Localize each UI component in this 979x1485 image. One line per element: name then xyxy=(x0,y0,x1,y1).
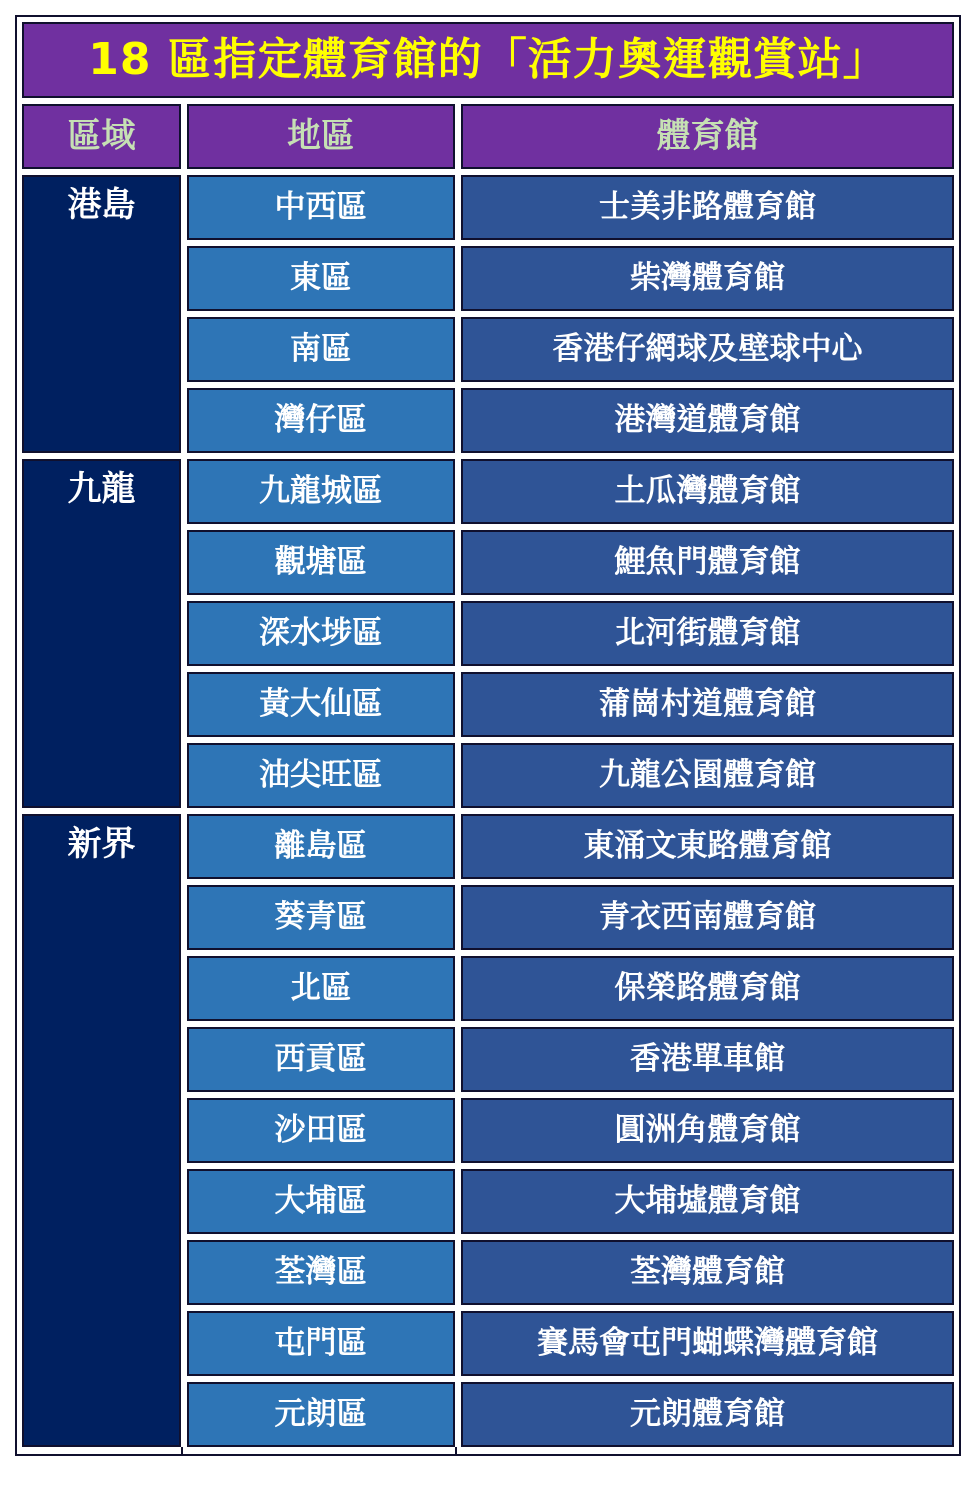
district-cell: 灣仔區 xyxy=(187,388,455,453)
viewing-stations-poster xyxy=(15,15,961,1456)
venue-cell: 香港仔網球及壁球中心 xyxy=(461,317,954,382)
district-cell: 葵青區 xyxy=(187,885,455,950)
venue-cell: 港灣道體育館 xyxy=(461,388,954,453)
region-cell: 港島 xyxy=(22,175,181,453)
venue-cell: 香港單車館 xyxy=(461,1027,954,1092)
venue-cell: 土瓜灣體育館 xyxy=(461,459,954,524)
venue-cell: 圓洲角體育館 xyxy=(461,1098,954,1163)
region-cell: 新界 xyxy=(22,814,181,1447)
column-header-district: 地區 xyxy=(187,104,455,169)
district-cell: 觀塘區 xyxy=(187,530,455,595)
venue-cell: 九龍公園體育館 xyxy=(461,743,954,808)
district-cell: 大埔區 xyxy=(187,1169,455,1234)
venue-cell: 北河街體育館 xyxy=(461,601,954,666)
region-cell: 九龍 xyxy=(22,459,181,808)
district-cell: 沙田區 xyxy=(187,1098,455,1163)
grid-line-stub xyxy=(455,1447,457,1454)
district-cell: 深水埗區 xyxy=(187,601,455,666)
district-cell: 元朗區 xyxy=(187,1382,455,1447)
venue-cell: 青衣西南體育館 xyxy=(461,885,954,950)
venue-cell: 蒲崗村道體育館 xyxy=(461,672,954,737)
district-cell: 屯門區 xyxy=(187,1311,455,1376)
district-cell: 九龍城區 xyxy=(187,459,455,524)
district-cell: 東區 xyxy=(187,246,455,311)
district-cell: 離島區 xyxy=(187,814,455,879)
column-header-region: 區域 xyxy=(22,104,181,169)
district-cell: 南區 xyxy=(187,317,455,382)
grid-line-stub xyxy=(181,1447,183,1454)
district-cell: 黃大仙區 xyxy=(187,672,455,737)
venue-cell: 士美非路體育館 xyxy=(461,175,954,240)
venue-cell: 東涌文東路體育館 xyxy=(461,814,954,879)
venue-cell: 鯉魚門體育館 xyxy=(461,530,954,595)
district-cell: 中西區 xyxy=(187,175,455,240)
viewing-stations-table xyxy=(22,22,954,1447)
district-cell: 北區 xyxy=(187,956,455,1021)
venue-cell: 保榮路體育館 xyxy=(461,956,954,1021)
venue-cell: 柴灣體育館 xyxy=(461,246,954,311)
venue-cell: 賽馬會屯門蝴蝶灣體育館 xyxy=(461,1311,954,1376)
column-header-venue: 體育館 xyxy=(461,104,954,169)
venue-cell: 大埔墟體育館 xyxy=(461,1169,954,1234)
district-cell: 西貢區 xyxy=(187,1027,455,1092)
district-cell: 荃灣區 xyxy=(187,1240,455,1305)
district-cell: 油尖旺區 xyxy=(187,743,455,808)
venue-cell: 元朗體育館 xyxy=(461,1382,954,1447)
table-title: 18 區指定體育館的「活力奧運觀賞站」 xyxy=(22,22,954,98)
venue-cell: 荃灣體育館 xyxy=(461,1240,954,1305)
